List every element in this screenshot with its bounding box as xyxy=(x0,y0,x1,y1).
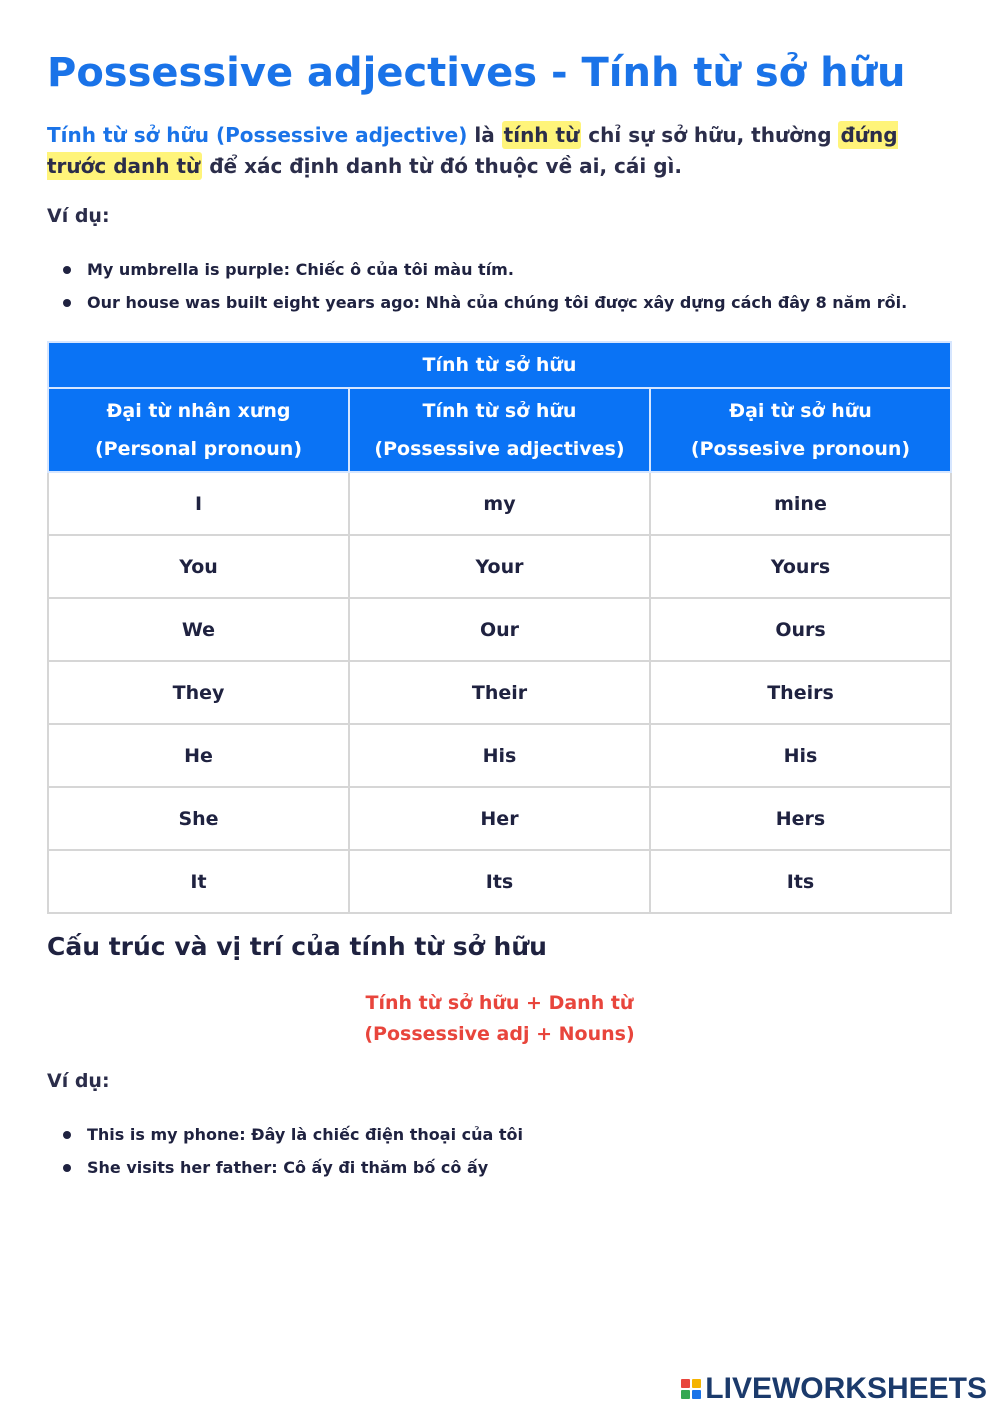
bullet-icon xyxy=(63,266,71,274)
formula-line-vi: Tính từ sở hữu + Danh từ xyxy=(365,992,634,1014)
table-cell: You xyxy=(48,535,349,598)
table-cell: His xyxy=(650,724,951,787)
column-header-possessive-adjective: Tính từ sở hữu (Possessive adjectives) xyxy=(349,388,650,472)
table-cell: He xyxy=(48,724,349,787)
table-cell: Yours xyxy=(650,535,951,598)
table-cell: mine xyxy=(650,472,951,535)
table-cell: Its xyxy=(650,850,951,913)
table-cell: Their xyxy=(349,661,650,724)
table-row xyxy=(48,472,951,535)
example-label-2: Ví dụ: xyxy=(47,1070,110,1092)
table-cell: my xyxy=(349,472,650,535)
liveworksheets-logo xyxy=(681,1372,987,1406)
logo-text: LIVEWORKSHEETS xyxy=(705,1372,987,1405)
table-cell: His xyxy=(349,724,650,787)
bullet-icon xyxy=(63,1131,71,1139)
structure-formula xyxy=(47,988,952,1050)
table-cell: They xyxy=(48,661,349,724)
list-item: This is my phone: Đây là chiếc điện thoại của tôi xyxy=(47,1118,523,1151)
table-row xyxy=(48,661,951,724)
page-title: Possessive adjectives - Tính từ sở hữu xyxy=(47,50,906,96)
table-caption: Tính từ sở hữu xyxy=(48,342,951,388)
table-cell: I xyxy=(48,472,349,535)
intro-text-1: là xyxy=(467,123,502,147)
column-header-personal-pronoun: Đại từ nhân xưng (Personal pronoun) xyxy=(48,388,349,472)
table-cell: Our xyxy=(349,598,650,661)
intro-term: Tính từ sở hữu (Possessive adjective) xyxy=(47,123,468,147)
column-header-possessive-pronoun: Đại từ sở hữu (Possesive pronoun) xyxy=(650,388,951,472)
list-item: My umbrella is purple: Chiếc ô của tôi màu tím. xyxy=(47,253,907,286)
intro-text-3: để xác định danh từ đó thuộc về ai, cái gì. xyxy=(202,154,682,178)
possessive-table xyxy=(47,341,952,914)
list-item: Our house was built eight years ago: Nhà của chúng tôi được xây dựng cách đây 8 năm rồi. xyxy=(47,286,907,319)
table-row xyxy=(48,787,951,850)
table-cell: It xyxy=(48,850,349,913)
bullet-icon xyxy=(63,1164,71,1172)
logo-mark-icon xyxy=(681,1379,701,1399)
example-label-1: Ví dụ: xyxy=(47,205,110,227)
bullet-icon xyxy=(63,299,71,307)
table-cell: We xyxy=(48,598,349,661)
highlight-adjective: tính từ xyxy=(503,123,580,147)
highlight-before-noun: đứng trước danh từ xyxy=(47,123,898,178)
table-row xyxy=(48,598,951,661)
intro-text-2: chỉ sự sở hữu, thường xyxy=(581,123,839,147)
formula-line-en: (Possessive adj + Nouns) xyxy=(364,1023,635,1045)
table-cell: Her xyxy=(349,787,650,850)
example-list-1 xyxy=(47,253,907,319)
intro-paragraph xyxy=(47,120,947,182)
example-list-2 xyxy=(47,1118,523,1184)
table-cell: Hers xyxy=(650,787,951,850)
table-cell: Theirs xyxy=(650,661,951,724)
table-cell: Your xyxy=(349,535,650,598)
table-row xyxy=(48,850,951,913)
table-row xyxy=(48,535,951,598)
list-item: She visits her father: Cô ấy đi thăm bố cô ấy xyxy=(47,1151,523,1184)
table-cell: She xyxy=(48,787,349,850)
table-cell: Its xyxy=(349,850,650,913)
structure-heading: Cấu trúc và vị trí của tính từ sở hữu xyxy=(47,932,547,961)
table-cell: Ours xyxy=(650,598,951,661)
table-row xyxy=(48,724,951,787)
